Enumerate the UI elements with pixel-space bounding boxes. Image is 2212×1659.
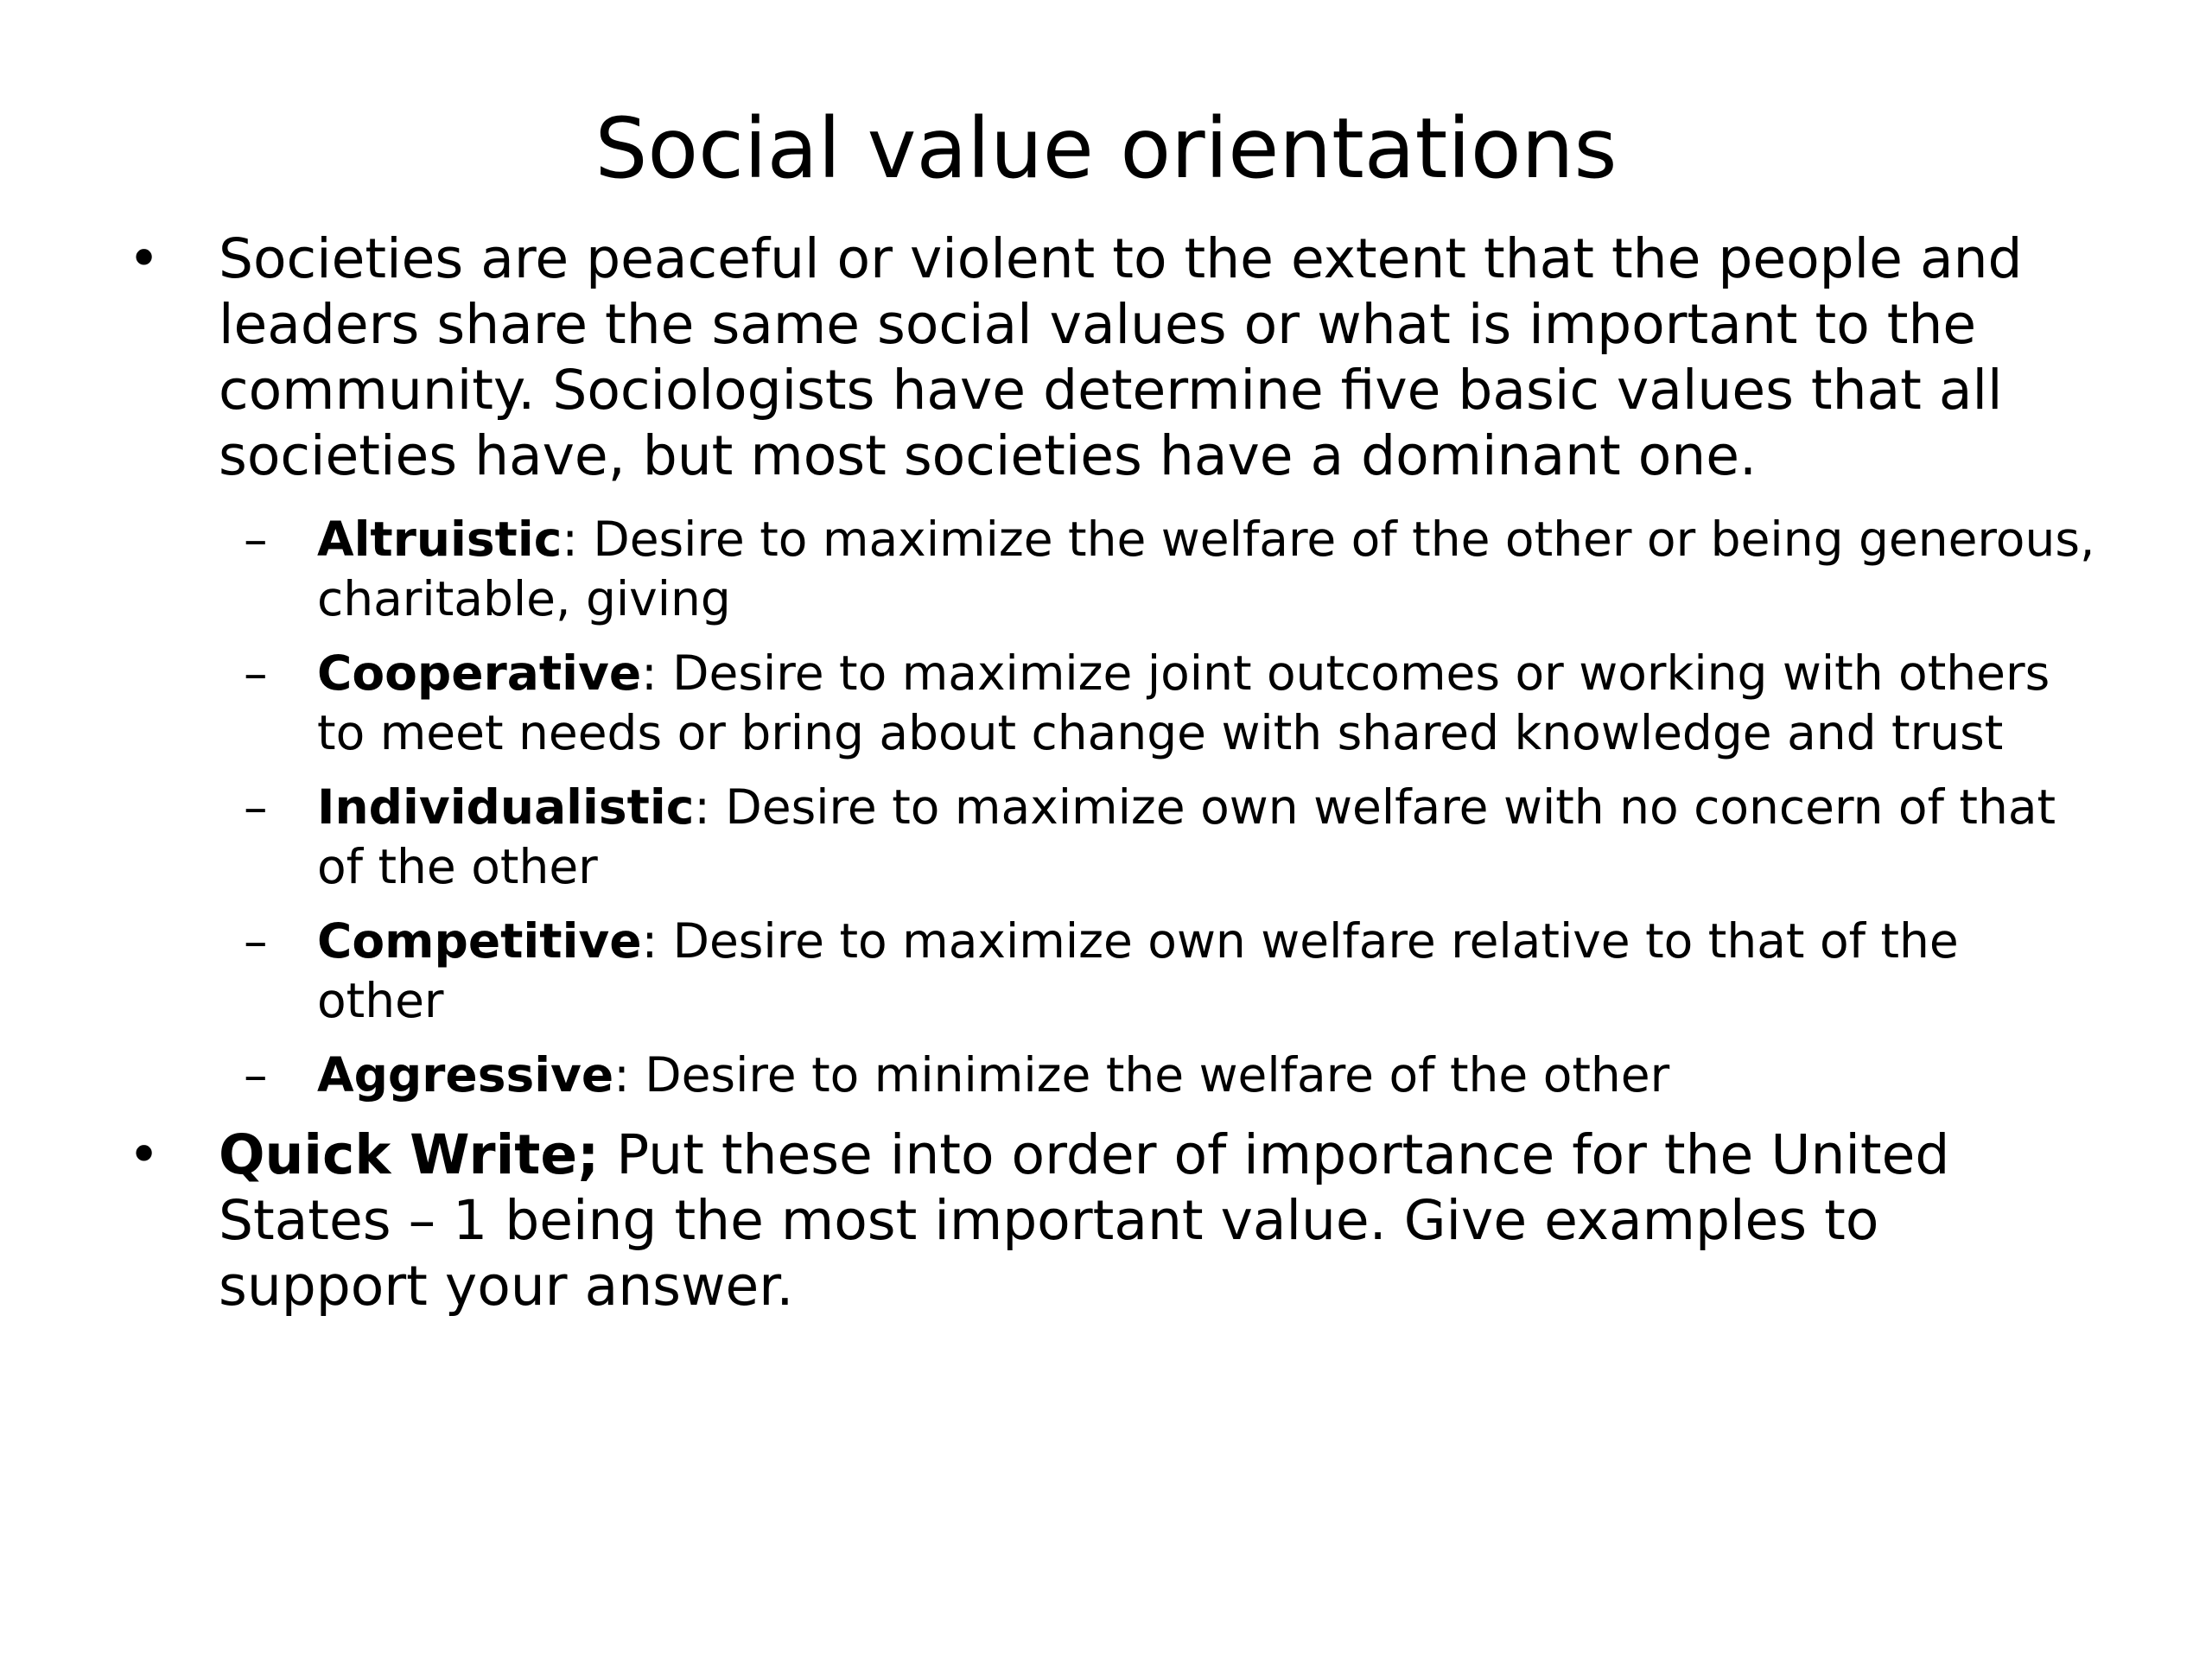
quick-write-label: Quick Write;	[219, 1123, 600, 1186]
value-term: Aggressive	[317, 1047, 614, 1103]
value-item-competitive	[0, 912, 2212, 1031]
bullet-dot-icon: •	[128, 1123, 161, 1186]
slide-body	[0, 226, 2212, 1319]
dash-bullet-icon: –	[244, 645, 268, 701]
value-term: Altruistic	[317, 512, 563, 567]
quick-write-text: Put these into order of importance for the United States – 1 being the most important value. Give examples to support your answer.	[219, 1123, 1950, 1318]
dash-bullet-icon: –	[244, 512, 268, 567]
value-term: Individualistic	[317, 779, 695, 835]
value-definition: : Desire to maximize own welfare with no concern of that of the other	[317, 779, 2056, 894]
value-item-cooperative	[0, 644, 2212, 763]
value-term: Competitive	[317, 913, 642, 969]
value-definition: : Desire to maximize the welfare of the other or being generous, charitable, giving	[317, 512, 2095, 626]
quick-write-bullet-item	[0, 1122, 2212, 1319]
slide-title: Social value orientations	[594, 100, 1618, 197]
value-item-altruistic	[0, 510, 2212, 629]
value-definition: : Desire to maximize own welfare relative to that of the other	[317, 913, 1959, 1028]
dash-bullet-icon: –	[244, 779, 268, 835]
value-term: Cooperative	[317, 645, 642, 701]
value-item-individualistic	[0, 778, 2212, 897]
bullet-dot-icon: •	[128, 227, 161, 290]
value-definition: : Desire to minimize the welfare of the other	[613, 1047, 1670, 1103]
intro-bullet-item	[0, 226, 2212, 489]
dash-bullet-icon: –	[244, 913, 268, 969]
intro-text: Societies are peaceful or violent to the extent that the people and leaders share the same social values or what is important to the community. Sociologists have determine five basic values that all societies have, but most societies have a dominant one.	[219, 227, 2023, 487]
dash-bullet-icon: –	[244, 1047, 268, 1103]
value-item-aggressive	[0, 1046, 2212, 1105]
value-definition: : Desire to maximize joint outcomes or working with others to meet needs or bring about change with shared knowledge and trust	[317, 645, 2050, 760]
